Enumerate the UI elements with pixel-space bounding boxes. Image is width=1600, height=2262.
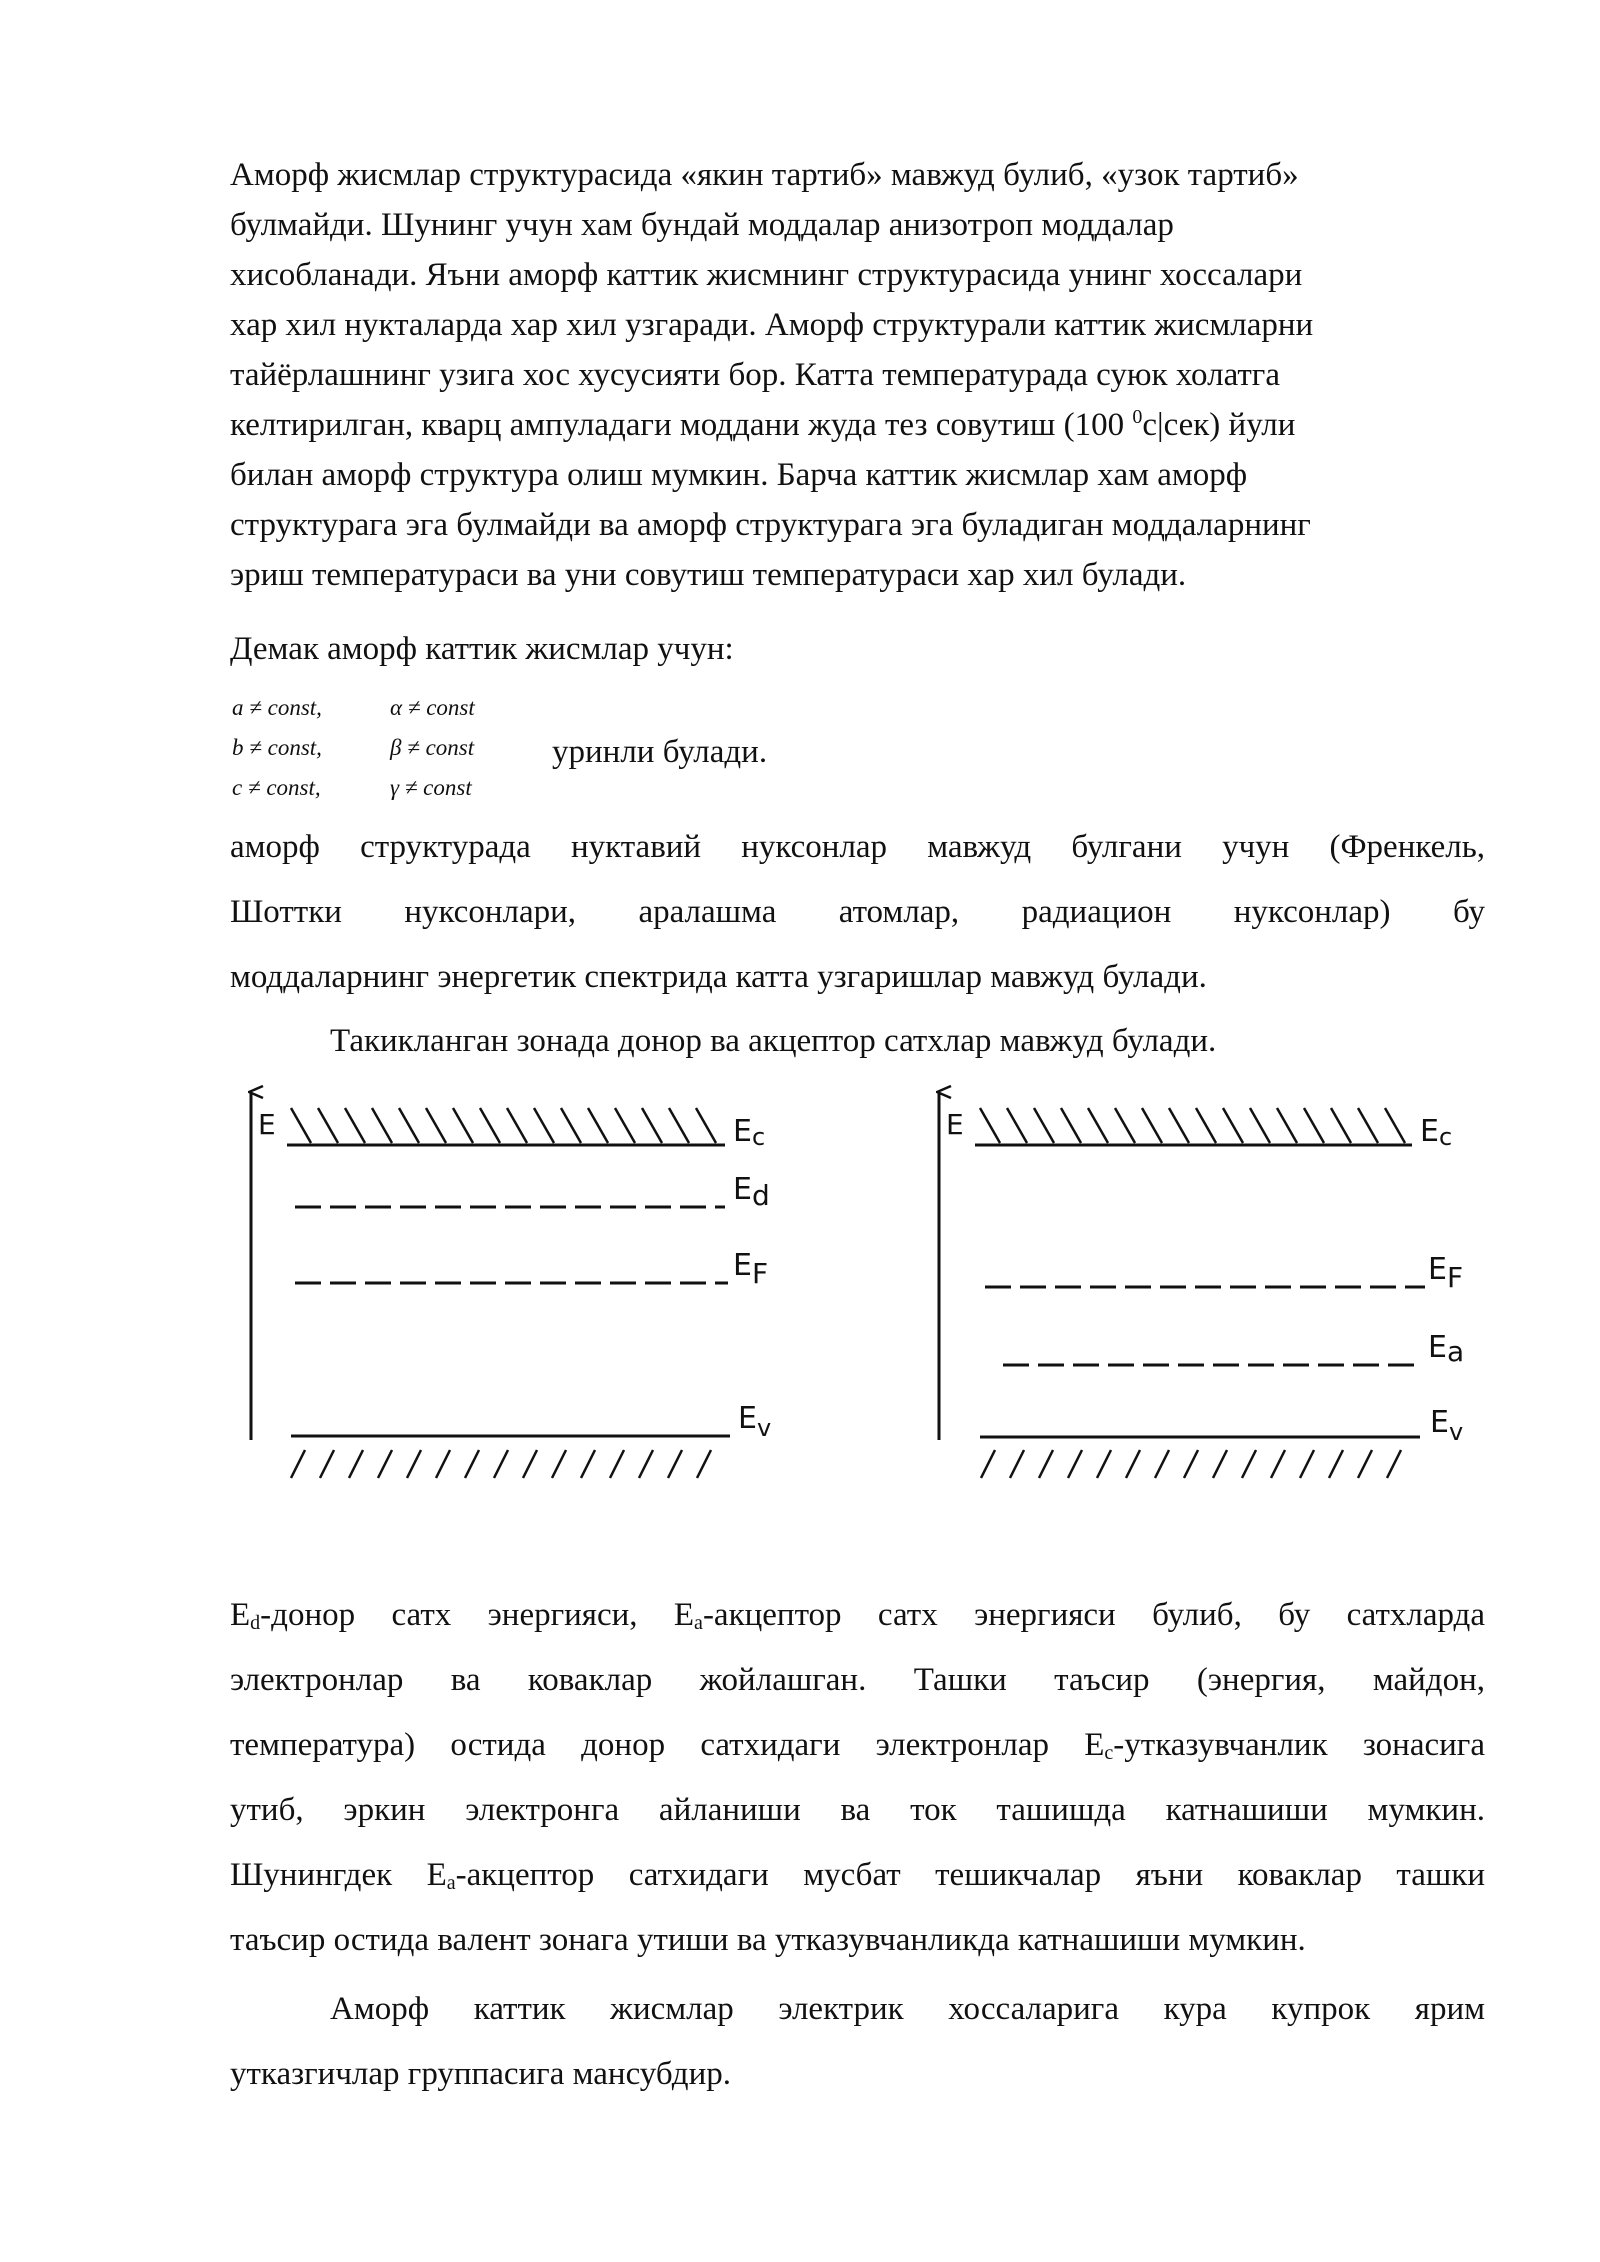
formula-cell: c ≠ const, bbox=[232, 775, 321, 800]
label-ef: EF bbox=[1428, 1252, 1464, 1294]
text-line: билан аморф структура олиш мумкин. Барча каттик жисмлар хам аморф bbox=[230, 457, 1248, 493]
text-line: Аморф жисмлар структурасида «якин тартиб» мавжуд булиб, «узок тартиб» bbox=[230, 157, 1299, 193]
text-line bbox=[230, 1713, 1485, 1778]
text-fragment: -утказувчанлик зонасига bbox=[1113, 1727, 1485, 1763]
text-fragment: Шунингдек E bbox=[230, 1857, 447, 1893]
text-line: аморф структурада нуктавий нуксонлар мавжуд булгани учун (Френкель, bbox=[230, 829, 1485, 865]
donor-band-diagram bbox=[251, 1092, 771, 1478]
subscript: a bbox=[694, 1612, 703, 1634]
text-line: утказгичлар группасига мансубдир. bbox=[230, 2056, 732, 2092]
text-line: тайёрлашнинг узига хос хусусияти бор. Катта температурада суюк холатга bbox=[230, 357, 1280, 393]
text-line: моддаларнинг энергетик спектрида катта узгаришлар мавжуд булади. bbox=[230, 959, 1207, 995]
superscript: 0 bbox=[1132, 406, 1143, 428]
text-fragment: -акцептор сатхидаги мусбат тешикчалар яъни коваклар ташки bbox=[455, 1857, 1485, 1893]
text-fragment: келтирилган, кварц ампуладаги моддани жуда тез совутиш (100 bbox=[230, 407, 1133, 443]
text-line: Шоттки нуксонлари, аралашма атомлар, радиацион нуксонлар) бу bbox=[230, 894, 1485, 930]
valence-band-hatch bbox=[291, 1450, 711, 1478]
text-line: эриш температураси ва уни совутиш температураси хар хил булади. bbox=[230, 557, 1187, 593]
formula-intro: Демак аморф каттик жисмлар учун: bbox=[230, 631, 734, 667]
formula-cell: γ ≠ const bbox=[390, 775, 472, 800]
formula-cell: α ≠ const bbox=[390, 695, 475, 720]
valence-band-hatch bbox=[981, 1450, 1401, 1478]
formula-cell: β ≠ const bbox=[390, 735, 475, 760]
text-line: хар хил нукталарда хар хил узгаради. Аморф структурали каттик жисмларни bbox=[230, 307, 1314, 343]
conduction-band-hatch bbox=[980, 1108, 1405, 1143]
label-ea: Ea bbox=[1428, 1330, 1465, 1368]
conduction-band-hatch bbox=[291, 1108, 716, 1143]
text-line: утиб, эркин электронга айланиши ва ток ташишда катнашиши мумкин. bbox=[230, 1792, 1485, 1828]
formula-cell: a ≠ const, bbox=[232, 695, 322, 720]
paragraph-levels bbox=[230, 1583, 1485, 1973]
text-line: Аморф каттик жисмлар электрик хоссаларига кура купрок ярим bbox=[330, 1991, 1485, 2027]
label-ec: Ec bbox=[1420, 1114, 1453, 1151]
formula-suffix: уринли булади. bbox=[552, 734, 768, 770]
text-fragment: температура) остида донор сатхидаги электронлар E bbox=[230, 1727, 1105, 1763]
label-ev: $E_v$ bbox=[1430, 1405, 1464, 1446]
text-line bbox=[230, 1583, 1485, 1648]
text-fragment: -донор сатх энергияси, E bbox=[260, 1597, 695, 1633]
paragraph-forbidden-zone: Такикланган зонада донор ва акцептор сатхлар мавжуд булади. bbox=[330, 1023, 1217, 1059]
acceptor-band-diagram bbox=[939, 1092, 1464, 1478]
text-fragment: E bbox=[230, 1597, 251, 1633]
subscript: a bbox=[446, 1872, 456, 1894]
formula-cell: b ≠ const, bbox=[232, 735, 322, 760]
axis-label-e: E bbox=[946, 1108, 964, 1141]
subscript: d bbox=[250, 1612, 261, 1634]
subscript: c bbox=[1104, 1742, 1114, 1764]
label-ec: Ec bbox=[733, 1114, 766, 1151]
paragraph-semiconductors bbox=[230, 1977, 1485, 2107]
text-line: электронлар ва коваклар жойлашган. Ташки таъсир (энергия, майдон, bbox=[230, 1662, 1485, 1698]
text-line bbox=[230, 1843, 1485, 1908]
text-line: хисобланади. Яъни аморф каттик жисмнинг структурасида унинг хоссалари bbox=[230, 257, 1303, 293]
text-fragment: c|сек) йули bbox=[1142, 407, 1296, 443]
text-line: таъсир остида валент зонага утиши ва утказувчанликда катнашиши мумкин. bbox=[230, 1922, 1306, 1958]
text-line: структурага эга булмайди ва аморф структурага эга буладиган моддаларнинг bbox=[230, 507, 1311, 543]
text-fragment: -акцептор сатх энергияси булиб, бу сатхларда bbox=[702, 1597, 1485, 1633]
text-line: булмайди. Шунинг учун хам бундай моддалар анизотроп моддалар bbox=[230, 207, 1174, 243]
label-ev: $E_v$ bbox=[738, 1401, 772, 1442]
axis-label-e: E bbox=[258, 1108, 276, 1141]
label-ef: EF bbox=[733, 1248, 769, 1290]
label-ed: Ed bbox=[733, 1172, 770, 1212]
